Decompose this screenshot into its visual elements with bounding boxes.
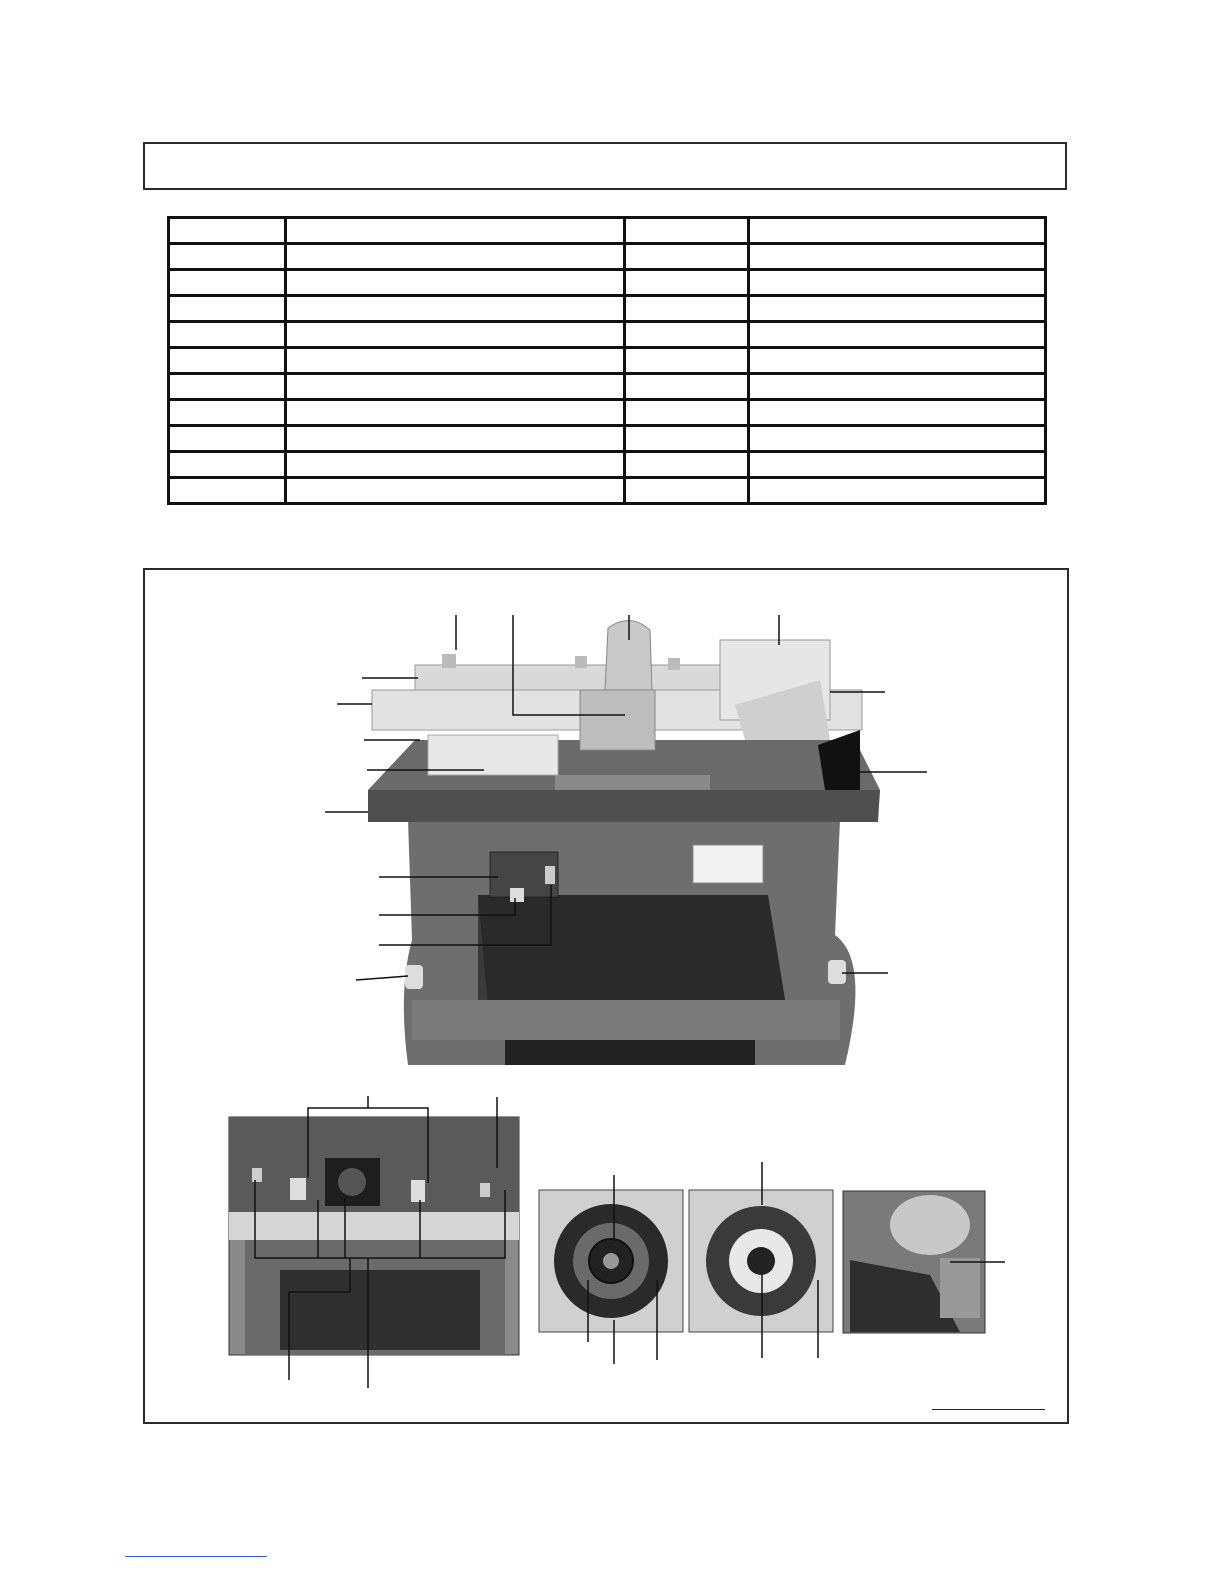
insert-plate-photo-b (689, 1190, 833, 1332)
reference-underline (932, 1409, 1045, 1410)
footer-link-underline[interactable] (125, 1556, 267, 1557)
insert-plate-photo-a (539, 1190, 683, 1332)
router-table-photo (368, 620, 880, 1065)
fence-mount-inset-photo (229, 1117, 519, 1355)
